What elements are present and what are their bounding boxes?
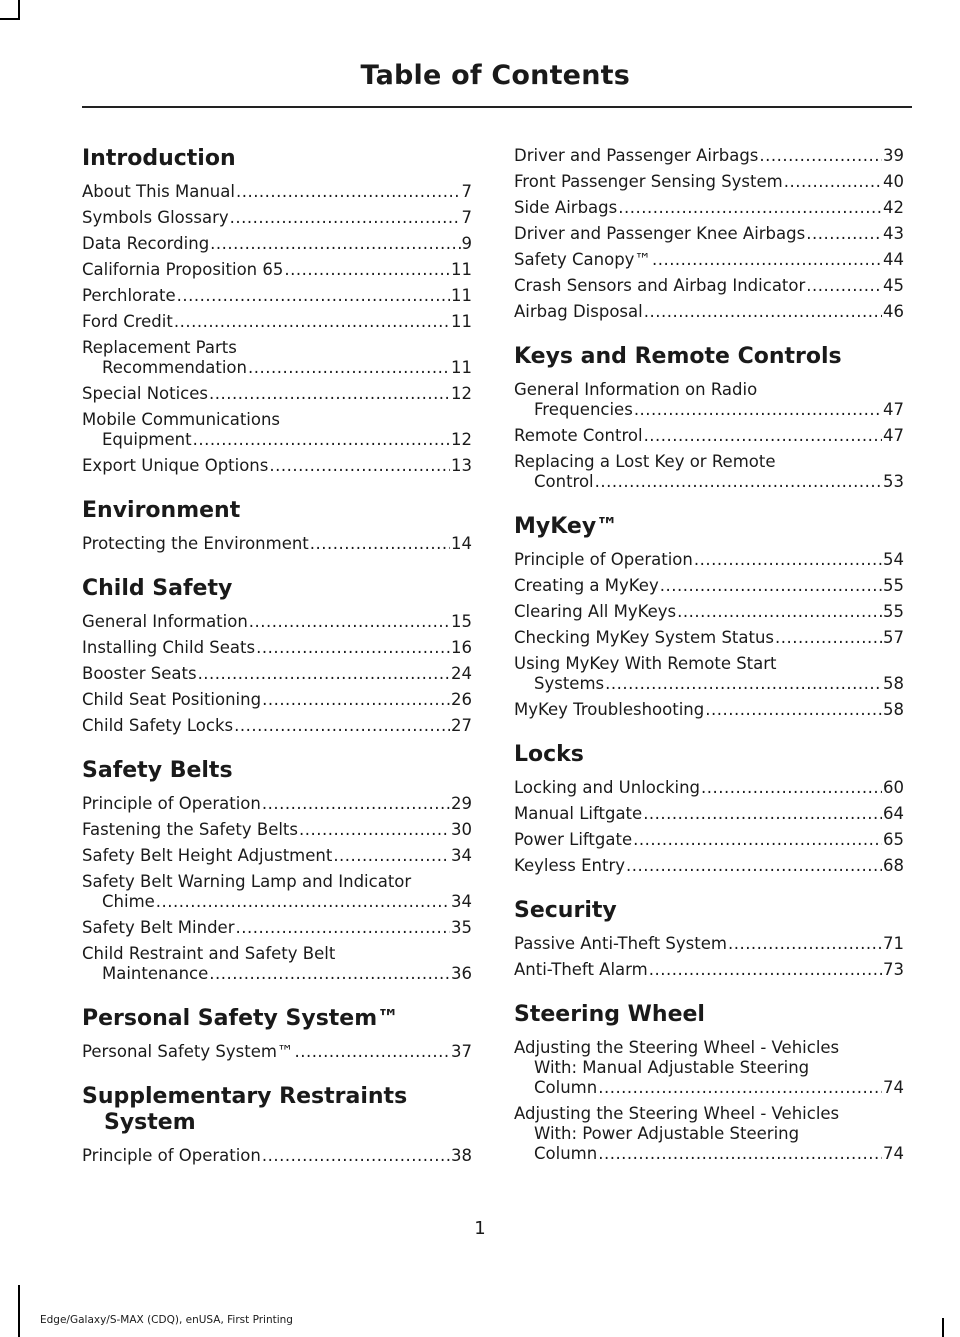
dot-leader: [249, 612, 450, 632]
dot-leader: [156, 892, 450, 912]
dot-leader: [284, 260, 450, 280]
toc-entry-title: Safety Belt Minder: [82, 918, 235, 937]
dot-leader: [784, 172, 882, 192]
toc-entry-title: Principle of Operation: [82, 1146, 261, 1165]
toc-entry[interactable]: [514, 804, 904, 824]
section-title: Steering Wheel: [514, 1002, 705, 1027]
section-title: Keys and Remote Controls: [514, 344, 842, 369]
toc-entry-last-line: [82, 964, 472, 984]
toc-page-number: 65: [883, 830, 904, 849]
toc-left-column: [82, 146, 472, 1172]
toc-entry[interactable]: [82, 716, 472, 736]
section-title-continued: System: [104, 1110, 196, 1135]
toc-entry-title: Airbag Disposal: [514, 302, 643, 321]
section-heading: [82, 576, 472, 602]
toc-page-number: 43: [883, 224, 904, 243]
toc-entry-title: Replacing a Lost Key or Remote: [514, 452, 776, 471]
section-title: Safety Belts: [82, 758, 233, 783]
dot-leader: [644, 302, 882, 322]
toc-entry-title-continued: With: Manual Adjustable Steering: [534, 1058, 810, 1077]
toc-entry[interactable]: [514, 276, 904, 296]
toc-page-number: 68: [883, 856, 904, 875]
toc-page-number: 55: [883, 602, 904, 621]
toc-entry[interactable]: [82, 534, 472, 554]
toc-entry[interactable]: [514, 550, 904, 570]
dot-leader: [333, 846, 450, 866]
toc-entry[interactable]: [82, 820, 472, 840]
dot-leader: [694, 550, 882, 570]
dot-leader: [193, 430, 450, 450]
toc-entry[interactable]: [82, 456, 472, 476]
toc-page-number: 11: [451, 286, 472, 305]
toc-entry-title: Crash Sensors and Airbag Indicator: [514, 276, 806, 295]
toc-entry[interactable]: [82, 234, 472, 254]
toc-entry-title: Principle of Operation: [82, 794, 261, 813]
toc-entry[interactable]: [82, 638, 472, 658]
toc-entry-title: Using MyKey With Remote Start: [514, 654, 777, 673]
toc-entry-title: MyKey Troubleshooting: [514, 700, 705, 719]
toc-page-number: 29: [451, 794, 472, 813]
toc-entry-title: Remote Control: [514, 426, 643, 445]
toc-page-number: 58: [883, 674, 904, 693]
toc-entry[interactable]: [514, 1104, 904, 1164]
dot-leader: [652, 250, 882, 270]
crop-mark-bottom-right: [942, 1318, 944, 1337]
section-heading: [82, 1084, 472, 1136]
toc-entry[interactable]: [82, 338, 472, 378]
section-heading: [82, 498, 472, 524]
toc-page-number: 55: [883, 576, 904, 595]
toc-page-number: 39: [883, 146, 904, 165]
toc-entry-title-continued: Systems: [534, 674, 605, 693]
toc-page-number: 24: [451, 664, 472, 683]
toc-entry[interactable]: [82, 312, 472, 332]
toc-entry-title: Mobile Communications: [82, 410, 281, 429]
toc-page-number: 74: [883, 1078, 904, 1097]
toc-page-number: 54: [883, 550, 904, 569]
dot-leader: [177, 286, 450, 306]
toc-entry-last-line: [82, 892, 472, 912]
dot-leader: [230, 208, 461, 228]
toc-page-number: 27: [451, 716, 472, 735]
toc-entry-last-line: [514, 674, 904, 694]
dot-leader: [262, 1146, 450, 1166]
toc-page-number: 73: [883, 960, 904, 979]
dot-leader: [256, 638, 450, 658]
toc-entry[interactable]: [82, 1042, 472, 1062]
toc-entry[interactable]: [514, 934, 904, 954]
toc-page-number: 47: [883, 400, 904, 419]
dot-leader: [701, 778, 882, 798]
toc-entry-last-line: [82, 358, 472, 378]
toc-entry-title: Perchlorate: [82, 286, 176, 305]
toc-entry[interactable]: [82, 872, 472, 912]
dot-leader: [198, 664, 450, 684]
dot-leader: [626, 856, 882, 876]
dot-leader: [660, 576, 882, 596]
crop-mark-bottom-left: [18, 1285, 20, 1337]
toc-entry[interactable]: [82, 410, 472, 450]
toc-entry-title: Driver and Passenger Airbags: [514, 146, 759, 165]
toc-entry-title: Anti-Theft Alarm: [514, 960, 648, 979]
dot-leader: [643, 804, 882, 824]
toc-entry[interactable]: [82, 944, 472, 984]
dot-leader: [618, 198, 882, 218]
dot-leader: [236, 182, 461, 202]
toc-entry[interactable]: [514, 778, 904, 798]
dot-leader: [705, 700, 882, 720]
crop-mark-top-left-h: [0, 18, 20, 20]
toc-entry-title: Driver and Passenger Knee Airbags: [514, 224, 806, 243]
toc-page-number: 42: [883, 198, 904, 217]
toc-entry-title: Replacement Parts: [82, 338, 237, 357]
toc-entry-title: Manual Liftgate: [514, 804, 643, 823]
section-heading: [514, 514, 904, 540]
page-title: Table of Contents: [360, 60, 630, 91]
toc-page-number: 11: [451, 312, 472, 331]
toc-entry[interactable]: [514, 830, 904, 850]
dot-leader: [677, 602, 882, 622]
edition-footer: Edge/Galaxy/S-MAX (CDQ), enUSA, First Printing: [40, 1314, 293, 1326]
toc-page-number: 60: [883, 778, 904, 797]
dot-leader: [633, 830, 882, 850]
toc-page-number: 74: [883, 1144, 904, 1163]
toc-entry[interactable]: [82, 664, 472, 684]
dot-leader: [759, 146, 882, 166]
toc-right-column: [514, 146, 904, 1170]
toc-entry-title-continued: With: Power Adjustable Steering: [534, 1124, 800, 1143]
dot-leader: [174, 312, 450, 332]
toc-entry[interactable]: [82, 182, 472, 202]
section-title: Child Safety: [82, 576, 233, 601]
toc-page-number: 34: [451, 846, 472, 865]
toc-page-number: 34: [451, 892, 472, 911]
toc-page-number: 44: [883, 250, 904, 269]
toc-entry-title: California Proposition 65: [82, 260, 284, 279]
dot-leader: [310, 534, 450, 554]
toc-page-number: 35: [451, 918, 472, 937]
section-heading: [82, 1006, 472, 1032]
toc-entry[interactable]: [514, 426, 904, 446]
toc-page-number: 46: [883, 302, 904, 321]
section-heading: [514, 898, 904, 924]
dot-leader: [234, 716, 450, 736]
dot-leader: [649, 960, 882, 980]
toc-page-number: 9: [461, 234, 472, 253]
dot-leader: [605, 674, 882, 694]
toc-entry[interactable]: [514, 452, 904, 492]
section-title: Personal Safety System™: [82, 1006, 400, 1031]
dot-leader: [806, 276, 882, 296]
dot-leader: [262, 690, 450, 710]
toc-page-number: 13: [451, 456, 472, 475]
dot-leader: [634, 400, 882, 420]
toc-page-number: 47: [883, 426, 904, 445]
toc-page-number: 12: [451, 384, 472, 403]
crop-mark-top-left: [18, 0, 20, 20]
toc-entry-title: Adjusting the Steering Wheel - Vehicles: [514, 1104, 840, 1123]
dot-leader: [209, 964, 450, 984]
toc-page-number: 36: [451, 964, 472, 983]
toc-entry-title: General Information on Radio: [514, 380, 758, 399]
toc-entry-title: Protecting the Environment: [82, 534, 309, 553]
toc-entry-title: Ford Credit: [82, 312, 173, 331]
toc-entry-title: Side Airbags: [514, 198, 618, 217]
dot-leader: [806, 224, 882, 244]
toc-entry-title: Power Liftgate: [514, 830, 633, 849]
toc-entry[interactable]: [82, 260, 472, 280]
toc-page-number: 58: [883, 700, 904, 719]
section-title: Supplementary Restraints: [82, 1084, 408, 1109]
toc-entry-title: Safety Belt Warning Lamp and Indicator: [82, 872, 412, 891]
toc-entry-last-line: [514, 400, 904, 420]
toc-entry-title-continued: Maintenance: [102, 964, 209, 983]
toc-entry-last-line: [82, 430, 472, 450]
toc-page-number: 7: [461, 182, 472, 201]
dot-leader: [269, 456, 450, 476]
page-number: 1: [474, 1218, 486, 1239]
toc-page-number: 64: [883, 804, 904, 823]
dot-leader: [598, 1144, 882, 1164]
toc-entry-title-continued: Column: [534, 1144, 598, 1163]
toc-entry[interactable]: [514, 960, 904, 980]
toc-entry[interactable]: [514, 146, 904, 166]
toc-entry[interactable]: [514, 198, 904, 218]
toc-page-number: 37: [451, 1042, 472, 1061]
toc-entry-title-continued: Column: [534, 1078, 598, 1097]
toc-entry[interactable]: [514, 224, 904, 244]
dot-leader: [644, 426, 882, 446]
toc-entry-title: Child Safety Locks: [82, 716, 234, 735]
toc-entry-title: Front Passenger Sensing System: [514, 172, 783, 191]
toc-entry[interactable]: [82, 384, 472, 404]
toc-entry-last-line: [514, 1144, 904, 1164]
dot-leader: [294, 1042, 450, 1062]
dot-leader: [598, 1078, 882, 1098]
toc-page-number: 11: [451, 358, 472, 377]
toc-entry-title: Clearing All MyKeys: [514, 602, 677, 621]
toc-entry[interactable]: [82, 208, 472, 228]
toc-entry[interactable]: [514, 172, 904, 192]
toc-entry[interactable]: [82, 918, 472, 938]
toc-entry-title: Passive Anti-Theft System: [514, 934, 727, 953]
toc-entry-title: Adjusting the Steering Wheel - Vehicles: [514, 1038, 840, 1057]
toc-page-number: 12: [451, 430, 472, 449]
toc-page-number: 16: [451, 638, 472, 657]
toc-entry-title: Keyless Entry: [514, 856, 625, 875]
toc-entry-title: Checking MyKey System Status: [514, 628, 775, 647]
toc-entry[interactable]: [82, 794, 472, 814]
toc-entry[interactable]: [82, 612, 472, 632]
toc-entry-title-continued: Chime: [102, 892, 155, 911]
toc-entry-title: Child Seat Positioning: [82, 690, 262, 709]
dot-leader: [728, 934, 882, 954]
toc-entry-title: Booster Seats: [82, 664, 197, 683]
toc-entry-last-line: [514, 1078, 904, 1098]
toc-page-number: 40: [883, 172, 904, 191]
toc-entry[interactable]: [514, 1038, 904, 1098]
toc-page-number: 14: [451, 534, 472, 553]
toc-entry[interactable]: [82, 1146, 472, 1166]
toc-entry-title: Creating a MyKey: [514, 576, 659, 595]
toc-entry[interactable]: [514, 700, 904, 720]
toc-entry-title: Principle of Operation: [514, 550, 693, 569]
toc-entry-title: General Information: [82, 612, 248, 631]
toc-page-number: 71: [883, 934, 904, 953]
dot-leader: [210, 234, 460, 254]
dot-leader: [595, 472, 882, 492]
toc-entry-title-continued: Control: [534, 472, 594, 491]
toc-entry[interactable]: [82, 286, 472, 306]
toc-entry-last-line: [514, 472, 904, 492]
section-title: Environment: [82, 498, 241, 523]
toc-entry-title: Safety Canopy™: [514, 250, 651, 269]
section-title: Locks: [514, 742, 584, 767]
toc-page-number: 45: [883, 276, 904, 295]
toc-page-number: 7: [461, 208, 472, 227]
section-title: MyKey™: [514, 514, 619, 539]
toc-entry-title: Fastening the Safety Belts: [82, 820, 298, 839]
dot-leader: [262, 794, 450, 814]
toc-page-number: 57: [883, 628, 904, 647]
toc-entry-title: Symbols Glossary: [82, 208, 229, 227]
dot-leader: [775, 628, 882, 648]
toc-page-number: 11: [451, 260, 472, 279]
section-heading: [82, 758, 472, 784]
toc-entry[interactable]: [514, 628, 904, 648]
toc-entry-title: Safety Belt Height Adjustment: [82, 846, 333, 865]
section-heading: [514, 344, 904, 370]
section-heading: [514, 742, 904, 768]
dot-leader: [299, 820, 450, 840]
toc-entry[interactable]: [514, 856, 904, 876]
toc-page-number: 15: [451, 612, 472, 631]
toc-entry[interactable]: [514, 602, 904, 622]
toc-entry[interactable]: [82, 690, 472, 710]
section-heading: [82, 146, 472, 172]
section-heading: [514, 1002, 904, 1028]
section-title: Security: [514, 898, 617, 923]
toc-page-number: 53: [883, 472, 904, 491]
toc-entry-title: Data Recording: [82, 234, 210, 253]
toc-entry[interactable]: [514, 380, 904, 420]
toc-entry-title: Personal Safety System™: [82, 1042, 294, 1061]
toc-entry-title: Locking and Unlocking: [514, 778, 701, 797]
toc-entry[interactable]: [82, 846, 472, 866]
dot-leader: [235, 918, 450, 938]
dot-leader: [209, 384, 450, 404]
toc-entry[interactable]: [514, 250, 904, 270]
toc-entry-title: Special Notices: [82, 384, 209, 403]
toc-entry-title-continued: Frequencies: [534, 400, 633, 419]
toc-entry[interactable]: [514, 654, 904, 694]
toc-entry-title-continued: Equipment: [102, 430, 192, 449]
header-divider: [82, 106, 912, 108]
toc-entry[interactable]: [514, 576, 904, 596]
toc-page-number: 30: [451, 820, 472, 839]
toc-entry-title: Installing Child Seats: [82, 638, 256, 657]
toc-entry-title-continued: Recommendation: [102, 358, 247, 377]
toc-page-number: 38: [451, 1146, 472, 1165]
toc-entry-title: Export Unique Options: [82, 456, 269, 475]
toc-page-number: 26: [451, 690, 472, 709]
toc-entry-title: Child Restraint and Safety Belt: [82, 944, 336, 963]
section-title: Introduction: [82, 146, 236, 171]
dot-leader: [248, 358, 450, 378]
toc-entry[interactable]: [514, 302, 904, 322]
toc-entry-title: About This Manual: [82, 182, 235, 201]
